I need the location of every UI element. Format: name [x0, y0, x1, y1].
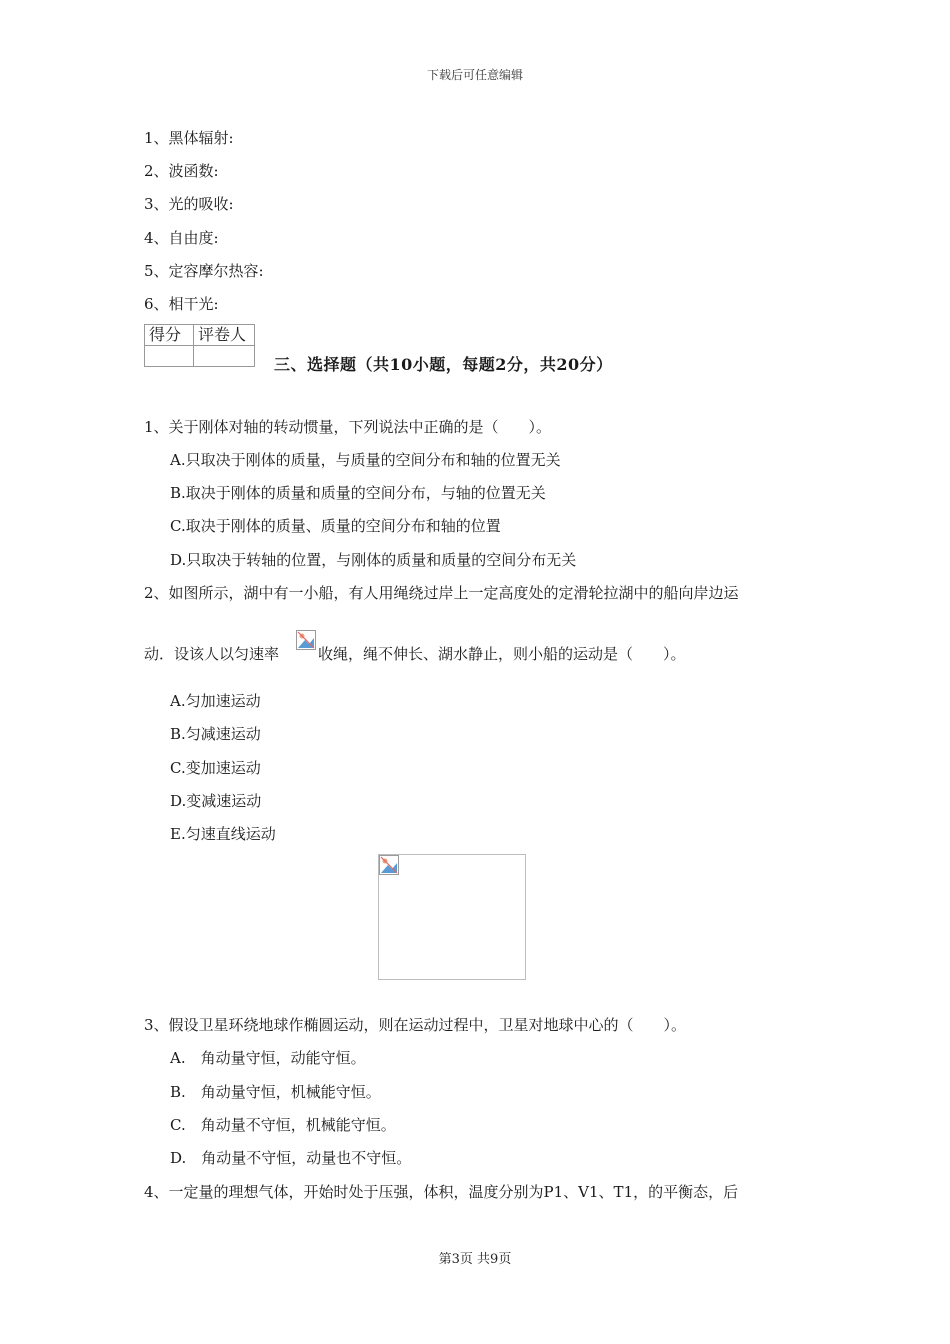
q2-option-a: A.匀加速运动 [170, 692, 261, 710]
broken-image-icon [296, 630, 316, 650]
q1-option-d: D.只取决于转轴的位置，与刚体的质量和质量的空间分布无关 [170, 551, 577, 569]
grader-header: 评卷人 [194, 325, 255, 346]
score-table [144, 324, 255, 367]
q2-option-c: C.变加速运动 [170, 759, 261, 777]
q2-option-e: E.匀速直线运动 [170, 825, 276, 843]
page-header: 下载后可任意编辑 [426, 68, 523, 82]
q3-stem: 3、假设卫星环绕地球作椭圆运动，则在运动过程中，卫星对地球中心的（ ）。 [144, 1016, 687, 1034]
definition-item-5: 5、定容摩尔热容: [144, 262, 264, 280]
q1-stem: 1、关于刚体对轴的转动惯量，下列说法中正确的是（ ）。 [144, 418, 552, 436]
page-footer: 第3页 共9页 [438, 1252, 512, 1267]
definition-item-6: 6、相干光: [144, 295, 219, 313]
q3-option-c: C. 角动量不守恒，机械能守恒。 [170, 1116, 396, 1134]
q3-option-b: B. 角动量守恒，机械能守恒。 [170, 1083, 381, 1101]
q2-stem-line2-a: 动．设该人以匀速率 [144, 645, 280, 663]
section-title: 三、选择题（共10小题，每题2分，共20分） [274, 355, 613, 374]
q2-option-d: D.变减速运动 [170, 792, 262, 810]
q1-option-b: B.取决于刚体的质量和质量的空间分布，与轴的位置无关 [170, 484, 546, 502]
definition-item-3: 3、光的吸收: [144, 195, 234, 213]
figure-placeholder [378, 854, 526, 980]
score-header: 得分 [145, 325, 194, 346]
q1-option-a: A.只取决于刚体的质量，与质量的空间分布和轴的位置无关 [170, 451, 561, 469]
definition-item-4: 4、自由度: [144, 229, 219, 247]
q2-stem-line2-b: 收绳，绳不伸长、湖水静止，则小船的运动是（ ）。 [318, 645, 686, 663]
q4-stem-line1: 4、一定量的理想气体，开始时处于压强，体积，温度分别为P1、V1、T1，的平衡态，后 [144, 1183, 739, 1201]
q2-option-b: B.匀减速运动 [170, 725, 261, 743]
definition-item-1: 1、黑体辐射: [144, 129, 234, 147]
q1-option-c: C.取决于刚体的质量、质量的空间分布和轴的位置 [170, 517, 501, 535]
score-cell [145, 346, 194, 367]
q3-option-d: D. 角动量不守恒，动量也不守恒。 [170, 1149, 412, 1167]
broken-image-icon [379, 855, 399, 875]
definition-item-2: 2、波函数: [144, 162, 219, 180]
q2-stem-line1: 2、如图所示，湖中有一小船，有人用绳绕过岸上一定高度处的定滑轮拉湖中的船向岸边运 [144, 584, 739, 602]
grader-cell [194, 346, 255, 367]
q3-option-a: A. 角动量守恒，动能守恒。 [170, 1049, 366, 1067]
